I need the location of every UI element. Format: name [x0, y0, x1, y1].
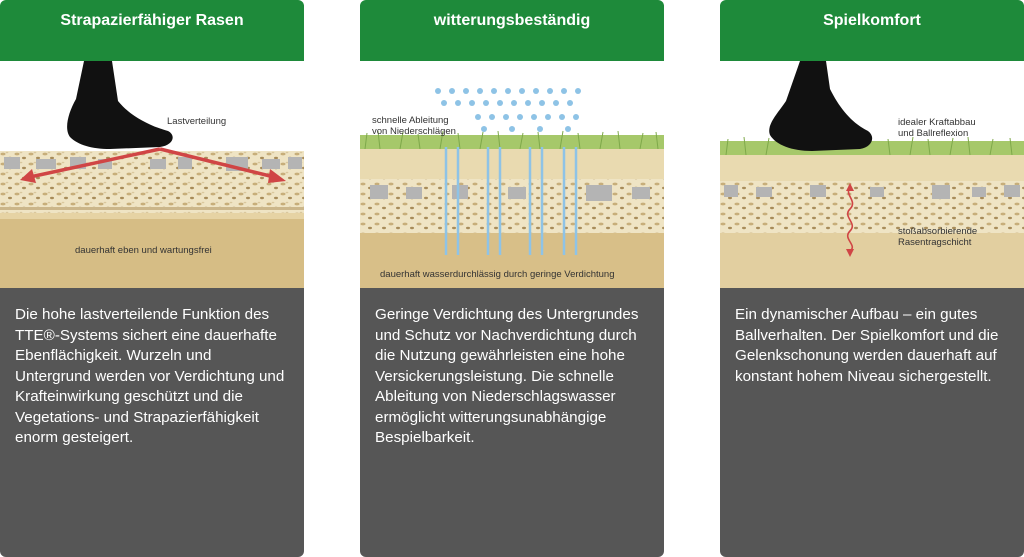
- illustration-load-distribution: [0, 61, 304, 288]
- grid-modules: [724, 185, 1020, 199]
- card-spielkomfort: [720, 0, 1024, 557]
- label-lastverteilung: Lastverteilung: [167, 116, 227, 127]
- card-witterungsbestaendig: [360, 0, 664, 557]
- card-description: Die hohe lastverteilende Funktion des TTE®-Systems sichert eine dauerhafte Ebenflächigkeit. Wurzeln und Untergrund werden vor Verdichtung und Krafteinwirkung geschützt und die Vegetations- und Strapazierfähigkeit enorm gesteigert.: [0, 288, 304, 557]
- card-title: Spielkomfort: [720, 0, 1024, 61]
- card-title: witterungsbeständig: [360, 0, 664, 61]
- label-dauerhaft-eben: dauerhaft eben und wartungsfrei: [75, 245, 212, 256]
- label-rasentragschicht: Rasentragschicht: [898, 237, 972, 248]
- card-description: Geringe Verdichtung des Untergrundes und Schutz vor Nachverdichtung durch die Nutzung gewährleisten eine hohe Versickerungsleistung. Die schnelle Ableitung von Niederschlagswasser ermöglicht witterungsunabhängige Bespielbarkeit.: [360, 288, 664, 557]
- label-von-niederschlaegen: von Niederschlägen: [372, 126, 456, 137]
- card-description: Ein dynamischer Aufbau – ein gutes Ballverhalten. Der Spielkomfort und die Gelenkschonung werden dauerhaft auf konstant hohem Niveau sichergestellt.: [720, 288, 1024, 557]
- soil-cross-section: [720, 61, 1024, 288]
- illustration-drainage: [360, 61, 664, 288]
- label-ballreflexion: und Ballreflexion: [898, 128, 969, 139]
- label-idealer-kraftabbau: idealer Kraftabbau: [898, 117, 976, 128]
- soil-cross-section: [360, 61, 664, 288]
- card-strapazierfaehiger-rasen: [0, 0, 304, 557]
- illustration-play-comfort: [720, 61, 1024, 288]
- label-schnelle-ableitung: schnelle Ableitung: [372, 115, 449, 126]
- grid-modules: [370, 185, 650, 201]
- card-title: Strapazierfähiger Rasen: [0, 0, 304, 61]
- label-dauerhaft-wasserdurchlaessig: dauerhaft wasserdurchlässig durch geringe Verdichtung: [380, 269, 615, 280]
- label-stossabsorbierende: stoßabsorbierende: [898, 226, 978, 237]
